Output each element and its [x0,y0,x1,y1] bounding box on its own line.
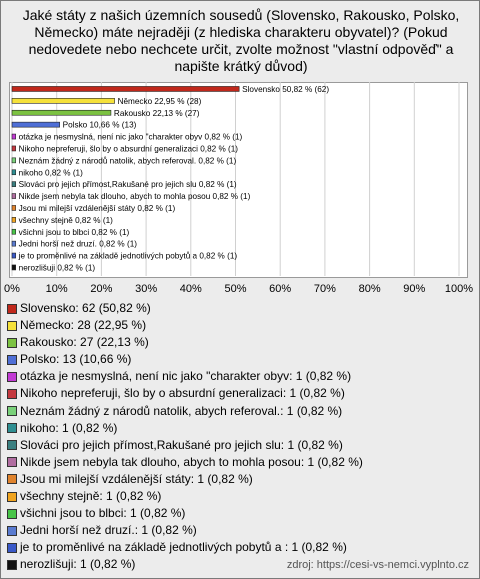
x-tick-label: 10% [45,283,68,295]
legend-label: všechny stejně: 1 (0,82 %) [20,489,162,504]
bar-label: nikoho 0,82 % (1) [18,168,83,178]
x-tick-label: 80% [358,283,381,295]
bar [12,158,16,163]
chart-title: Jaké státy z našich územních sousedů (Slovensko, Rakousko, Polsko, Německo) máte nejraději (z hlediska charakteru obyvatel)? (Pokud nedovedete nebo nechcete určit, zvolte možnost "vlastní odpověď" a napište krátký důvod) [22,7,460,74]
x-tick-label: 100% [444,283,474,295]
x-tick-label: 40% [179,283,202,295]
bar-label: Německo 22,95 % (28) [117,96,202,106]
legend-label: Polsko: 13 (10,66 %) [20,352,132,367]
legend-swatch [7,321,17,331]
legend [7,300,477,574]
bar [12,98,115,103]
legend-swatch [7,355,17,365]
bar-label: všechny stejně 0,82 % (1) [18,215,113,225]
legend-swatch [7,474,17,484]
legend-label: Neznám žádný z národů natolik, abych referoval.: 1 (0,82 %) [20,403,343,418]
bar-label: všichni jsou to blbci 0,82 % (1) [18,227,130,237]
legend-label: všichni jsou to blbci: 1 (0,82 %) [20,506,186,521]
bar-label: Rakousko 22,13 % (27) [113,108,200,118]
legend-swatch [7,372,17,382]
bar [12,182,16,187]
bar-label: Nikoho nepreferuji, šlo by o absurdní generalizaci 0,82 % (1) [18,144,239,154]
legend-label: Nikde jsem nebyla tak dlouho, abych to mohla posou: 1 (0,82 %) [20,454,363,469]
legend-swatch [7,526,17,536]
legend-swatch [7,457,17,467]
legend-item [7,505,477,522]
legend-label: Německo: 28 (22,95 %) [20,318,147,333]
legend-swatch [7,509,17,519]
legend-item [7,488,477,505]
x-tick-label: 50% [224,283,247,295]
legend-label: Slováci pro jejich přímost,Rakušané pro jejich slu: 1 (0,82 %) [20,437,343,452]
legend-item [7,454,477,471]
bar-chart [1,1,480,301]
bar-label: Neznám žádný z národů natolik, abych referoval. 0,82 % (1) [18,156,237,166]
bar-label: nerozlišuji 0,82 % (1) [18,263,96,273]
legend-label: Slovensko: 62 (50,82 %) [20,301,151,315]
legend-item [7,471,477,488]
legend-label: je to proměnlivé na základě jednotlivých pobytů a : 1 (0,82 %) [20,540,347,555]
legend-swatch [7,543,17,553]
legend-item [7,385,477,402]
legend-item [7,300,477,317]
bar-label: Jsou mi milejší vzdálenější státy 0,82 % (1) [18,203,176,213]
bar-label: otázka je nesmyslná, není nic jako "charakter obyv 0,82 % (1) [18,132,243,142]
x-tick-label: 30% [135,283,158,295]
legend-label: nikoho: 1 (0,82 %) [20,420,118,435]
legend-swatch [7,560,17,570]
legend-swatch [7,492,17,502]
x-tick-label: 60% [269,283,292,295]
bar [12,241,16,246]
x-tick-label: 90% [403,283,426,295]
bar-label: Slovensko 50,82 % (62) [242,84,330,94]
bar [12,86,239,91]
legend-label: Rakousko: 27 (22,13 %) [20,335,149,350]
legend-item [7,403,477,420]
bar-label: je to proměnlivé na základě jednotlivých pobytů a 0,82 % (1) [18,251,238,261]
bar [12,253,16,258]
legend-label: otázka je nesmyslná, není nic jako "charakter obyv: 1 (0,82 %) [20,369,352,384]
bar-label: Polsko 10,66 % (13) [62,120,137,130]
legend-swatch [7,338,17,348]
bar [12,205,16,210]
bar [12,265,16,270]
bar [12,194,16,199]
legend-label: Nikoho nepreferuji, šlo by o absurdní generalizaci: 1 (0,82 %) [20,386,345,401]
bar-label: Jedni horší než druzí. 0,82 % (1) [18,239,137,249]
source-link[interactable]: zdroj: https://cesi-vs-nemci.vyplnto.cz [286,559,469,571]
bar [12,122,60,127]
legend-swatch [7,389,17,399]
legend-item [7,437,477,454]
legend-item [7,317,477,334]
bar-label: Nikde jsem nebyla tak dlouho, abych to mohla posou 0,82 % (1) [18,192,251,202]
x-tick-label: 70% [313,283,336,295]
bar [12,217,16,222]
legend-item [7,334,477,351]
bar [12,146,16,151]
legend-swatch [7,440,17,450]
legend-label: Jedni horší než druzí.: 1 (0,82 %) [20,523,197,538]
legend-item [7,539,477,556]
legend-item [7,368,477,385]
legend-label: Jsou mi milejší vzdálenější státy: 1 (0,82 %) [20,471,253,486]
bar [12,229,16,234]
bar [12,134,16,139]
x-tick-label: 0% [4,283,20,295]
legend-swatch [7,423,17,433]
legend-item [7,351,477,368]
x-tick-label: 20% [90,283,113,295]
bar-label: Slováci pro jejich přímost,Rakušané pro jejich slu 0,82 % (1) [18,180,237,190]
bar [12,170,16,175]
legend-swatch [7,304,17,314]
legend-item [7,522,477,539]
legend-swatch [7,406,17,416]
bar [12,110,111,115]
legend-label: nerozlišuji: 1 (0,82 %) [20,557,136,572]
legend-item [7,420,477,437]
